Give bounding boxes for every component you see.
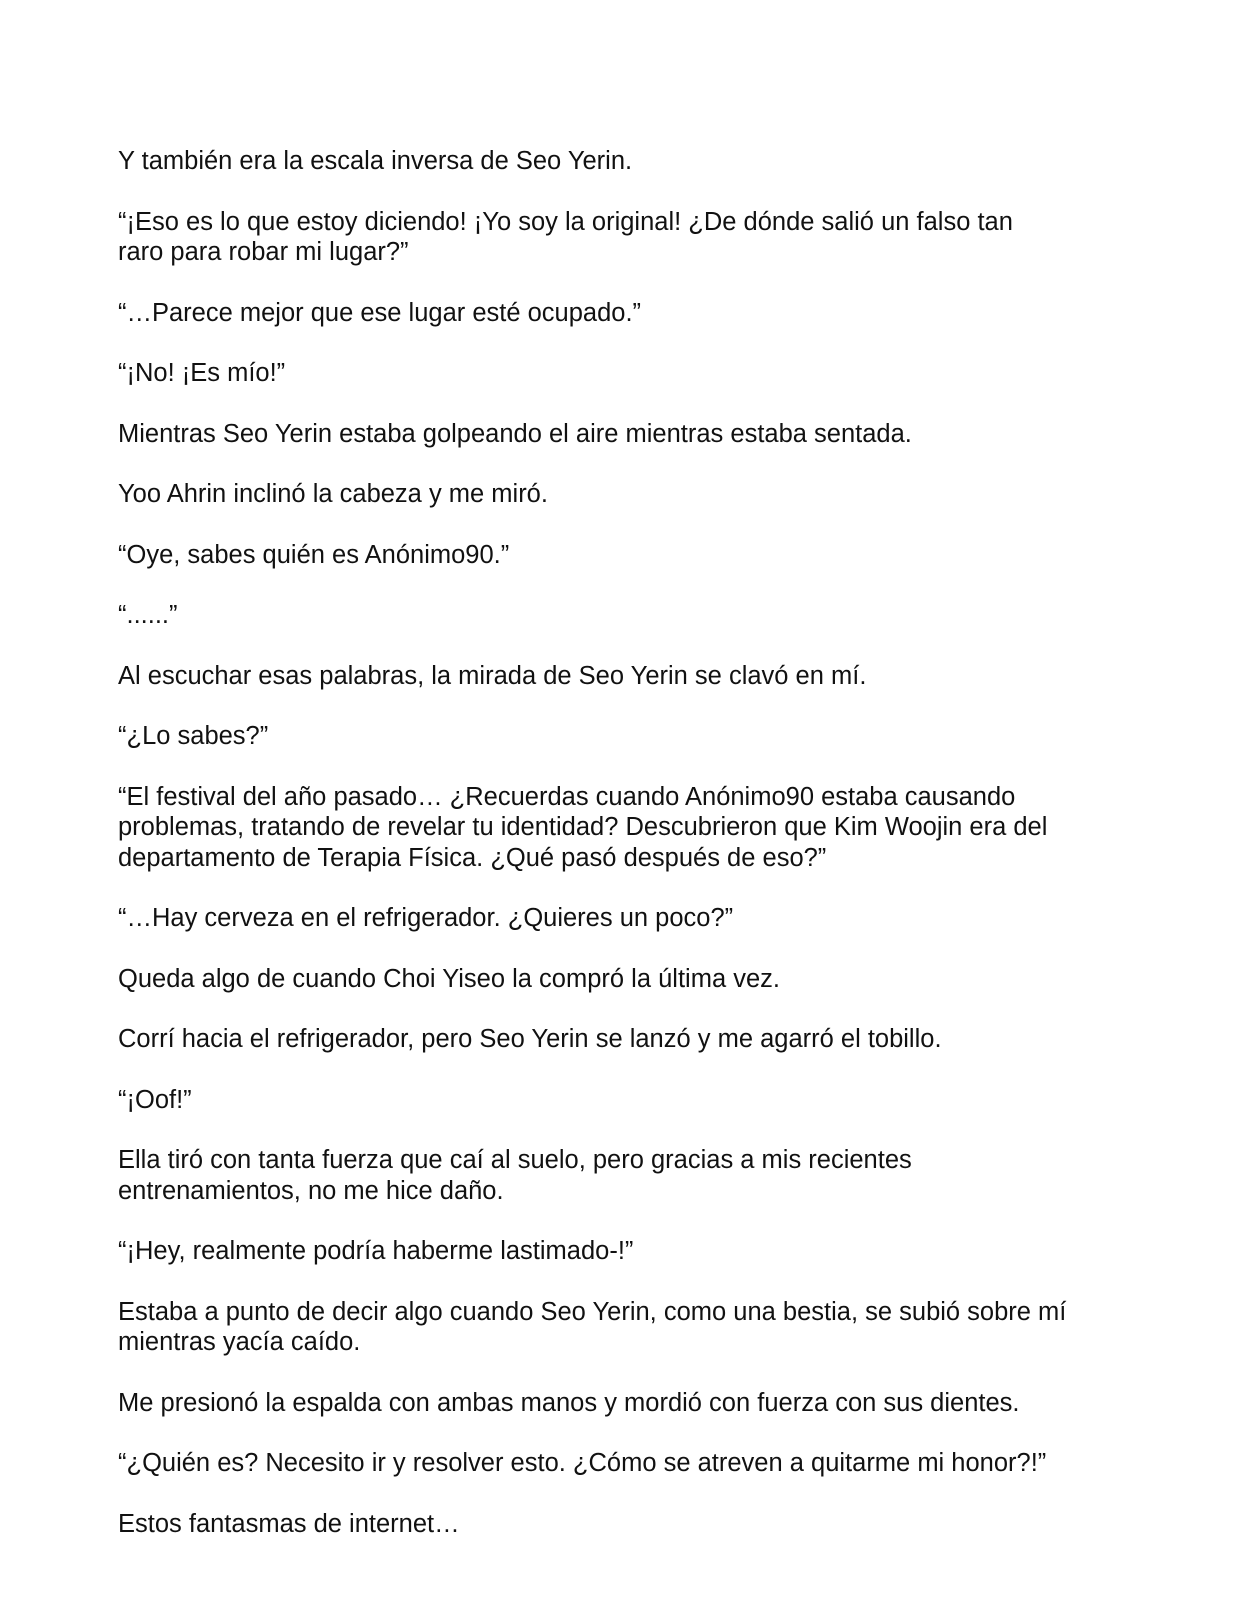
paragraph: Estos fantasmas de internet… [118,1509,460,1538]
paragraph: “¿Quién es? Necesito ir y resolver esto. ¿Cómo se atreven a quitarme mi honor?!” [118,1449,1047,1477]
paragraph: “......” [118,601,178,629]
paragraph: Queda algo de cuando Choi Yiseo la compró la última vez. [118,964,780,993]
paragraph: Corrí hacia el refrigerador, pero Seo Yerin se lanzó y me agarró el tobillo. [118,1025,942,1053]
document-body [118,146,1128,1569]
paragraph: Ella tiró con tanta fuerza que caí al suelo, pero gracias a mis recientes entrenamientos, no me hice daño. [118,1146,912,1205]
paragraph: “Oye, sabes quién es Anónimo90.” [118,540,510,569]
paragraph: “¡Eso es lo que estoy diciendo! ¡Yo soy la original! ¿De dónde salió un falso tan raro para robar mi lugar?” [118,207,1013,266]
paragraph: Yoo Ahrin inclinó la cabeza y me miró. [118,480,548,508]
paragraph: Me presionó la espalda con ambas manos y mordió con fuerza con sus dientes. [118,1388,1020,1417]
paragraph: “El festival del año pasado… ¿Recuerdas cuando Anónimo90 estaba causando problemas, tratando de revelar tu identidad? Descubrieron que Kim Woojin era del departamento de Terapia Física. ¿Qué pasó después de eso?” [118,782,1048,872]
paragraph: Al escuchar esas palabras, la mirada de Seo Yerin se clavó en mí. [118,661,867,690]
paragraph: “¡No! ¡Es mío!” [118,359,286,387]
paragraph: Y también era la escala inversa de Seo Yerin. [118,147,633,175]
paragraph: “¡Oof!” [118,1085,192,1114]
paragraph: Mientras Seo Yerin estaba golpeando el aire mientras estaba sentada. [118,419,912,448]
paragraph: “…Hay cerveza en el refrigerador. ¿Quieres un poco?” [118,904,734,932]
paragraph: “¡Hey, realmente podría haberme lastimado-!” [118,1237,634,1265]
paragraph: Estaba a punto de decir algo cuando Seo Yerin, como una bestia, se subió sobre mí mientras yacía caído. [118,1297,1067,1356]
paragraph: “¿Lo sabes?” [118,722,269,750]
paragraph: “…Parece mejor que ese lugar esté ocupado.” [118,298,642,327]
